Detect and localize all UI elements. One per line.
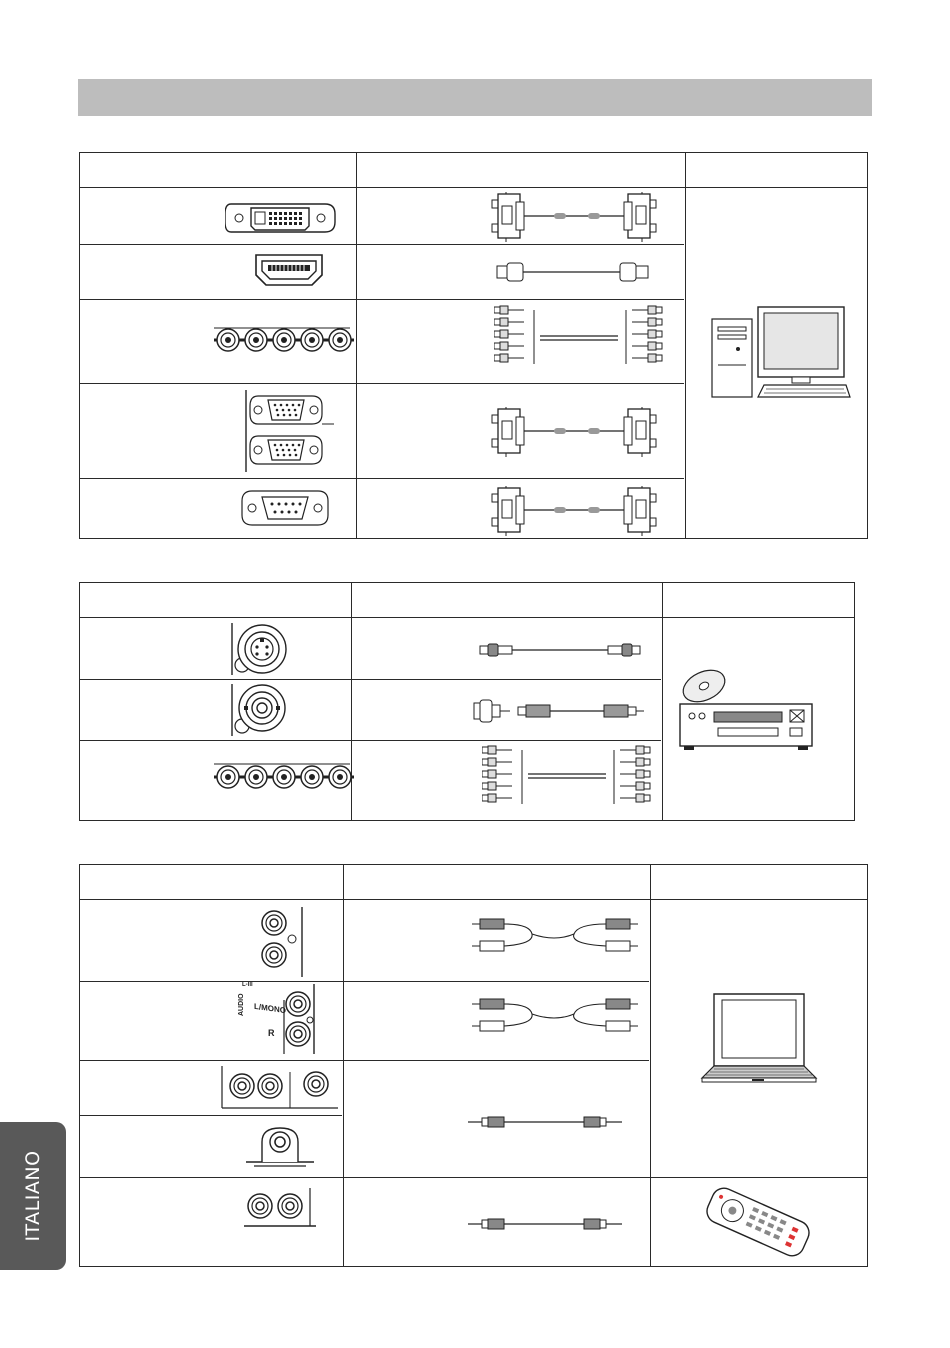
rca-audio-cable-icon [470, 912, 640, 956]
dvd-player-icon [678, 668, 818, 752]
desktop-computer-icon [708, 305, 853, 400]
mini-jack-single-port-icon [244, 1120, 316, 1168]
s-video-port-icon [228, 621, 298, 677]
component-cable-icon [482, 742, 652, 814]
hdmi-cable-icon [495, 260, 660, 284]
audio-label-top: L-lll [242, 982, 253, 988]
rs232-cable-icon [488, 486, 663, 536]
remote-control-icon [700, 1186, 816, 1258]
rca-audio-mono-port [232, 982, 322, 1056]
mini-jack-triple-port-icon [216, 1064, 342, 1110]
dvi-port-icon [225, 202, 340, 234]
rca-audio-in-port-icon [250, 905, 310, 977]
rca-audio-mono-port-icon [232, 982, 322, 1056]
rs232-port-icon [240, 489, 330, 527]
vga-cable-icon [488, 407, 663, 457]
composite-video-port-icon [228, 682, 298, 738]
composite-cable-icon [472, 696, 652, 726]
bnc-5-port-icon [210, 320, 355, 360]
section-header-bar [78, 79, 872, 116]
audio-label-audio: AUDIO [238, 993, 245, 1016]
language-side-tab-label: ITALIANO [22, 1150, 44, 1242]
language-side-tab [0, 1122, 66, 1270]
mini-jack-cable-icon [466, 1112, 636, 1132]
dvi-cable-icon [488, 192, 663, 242]
wired-remote-port-icon [240, 1186, 320, 1232]
component-5bnc-port-icon [210, 758, 355, 798]
audio-label-lmono: L/MONO [254, 1001, 286, 1016]
bnc-5-cable-icon [494, 302, 664, 374]
audio-label-r: R [268, 1028, 275, 1038]
hdmi-port-icon [254, 253, 326, 287]
rca-audio-cable-icon [470, 994, 640, 1038]
mini-jack-cable-icon [466, 1214, 636, 1234]
s-video-cable-icon [478, 640, 648, 660]
vga-dual-port-icon [242, 388, 337, 474]
laptop-computer-icon [700, 990, 820, 1084]
